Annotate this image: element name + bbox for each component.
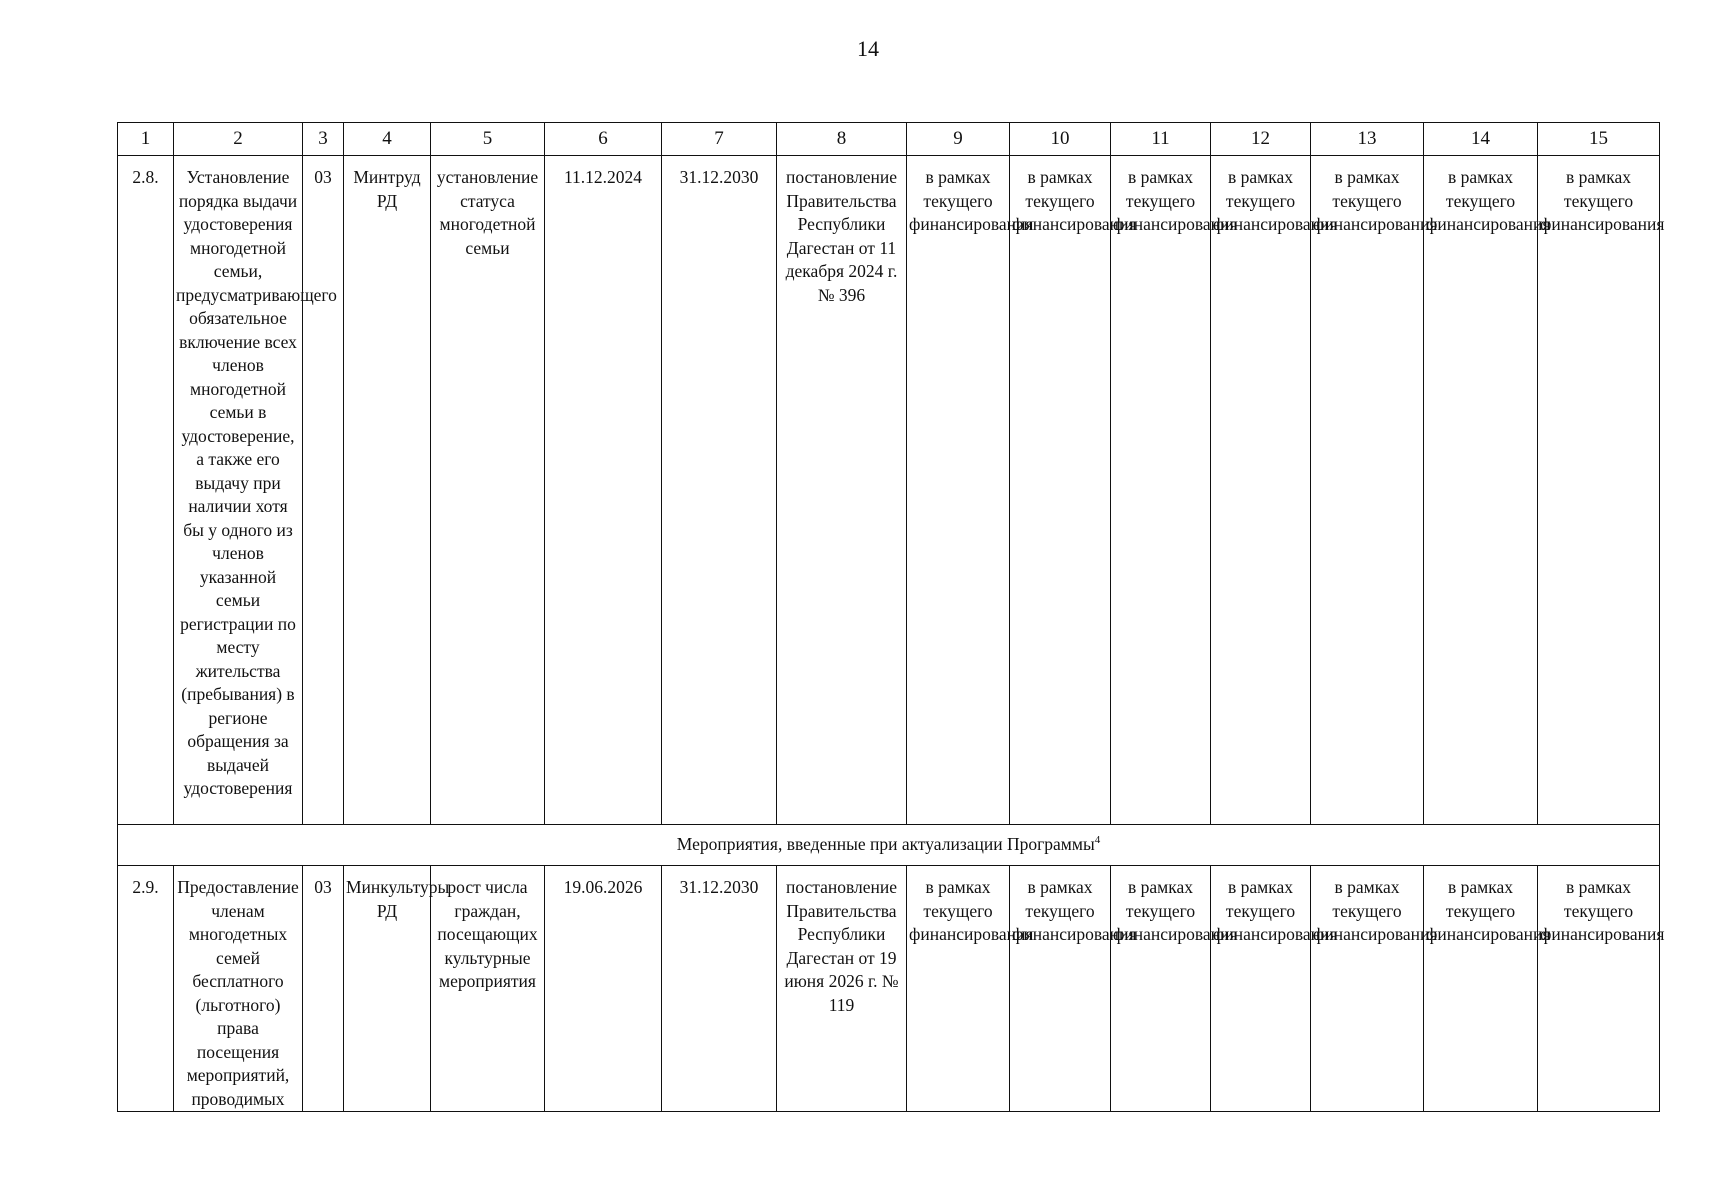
measure-code: 03 xyxy=(303,866,344,1112)
header-cell: 7 xyxy=(662,123,777,156)
header-row xyxy=(118,123,1660,156)
header-cell: 4 xyxy=(344,123,431,156)
table-row xyxy=(118,156,1660,825)
table-row xyxy=(118,866,1660,1112)
measure-executor: Минтруд РД xyxy=(344,156,431,825)
section-title-text: Мероприятия, введенные при актуализации Программы xyxy=(676,834,1095,855)
measure-name: Предоставление членам многодетных семей бесплатного (льготного) права посещения мероприятий, проводимых xyxy=(174,866,303,1112)
measure-end-date: 31.12.2030 xyxy=(662,156,777,825)
header-cell: 5 xyxy=(431,123,545,156)
measure-result: установление статуса многодетной семьи xyxy=(431,156,545,825)
measures-table xyxy=(117,122,1665,1112)
footnote-marker: 4 xyxy=(1094,834,1101,847)
header-cell: 12 xyxy=(1211,123,1311,156)
measure-financing: в рамках текущего финансирования xyxy=(1010,156,1111,825)
measure-end-date: 31.12.2030 xyxy=(662,866,777,1112)
measure-financing: в рамках текущего финансирования xyxy=(1311,156,1424,825)
measure-financing: в рамках текущего финансирования xyxy=(907,156,1010,825)
measure-financing: в рамках текущего финансирования xyxy=(1538,866,1660,1112)
section-title xyxy=(118,825,1660,866)
measure-executor: Минкультуры РД xyxy=(344,866,431,1112)
measure-number: 2.8. xyxy=(118,156,174,825)
header-cell: 13 xyxy=(1311,123,1424,156)
header-cell: 3 xyxy=(303,123,344,156)
measure-start-date: 19.06.2026 xyxy=(545,866,662,1112)
measure-financing: в рамках текущего финансирования xyxy=(1211,156,1311,825)
header-cell: 14 xyxy=(1424,123,1538,156)
header-cell: 8 xyxy=(777,123,907,156)
header-cell: 2 xyxy=(174,123,303,156)
measure-financing: в рамках текущего финансирования xyxy=(1111,866,1211,1112)
measure-document: постановление Правительства Республики Дагестан от 19 июня 2026 г. № 119 xyxy=(777,866,907,1112)
measure-financing: в рамках текущего финансирования xyxy=(1211,866,1311,1112)
measure-financing: в рамках текущего финансирования xyxy=(907,866,1010,1112)
measure-document: постановление Правительства Республики Дагестан от 11 декабря 2024 г. № 396 xyxy=(777,156,907,825)
header-cell: 10 xyxy=(1010,123,1111,156)
page-number: 14 xyxy=(857,36,879,61)
measure-code: 03 xyxy=(303,156,344,825)
measure-start-date: 11.12.2024 xyxy=(545,156,662,825)
measure-financing: в рамках текущего финансирования xyxy=(1311,866,1424,1112)
header-cell: 1 xyxy=(118,123,174,156)
measure-financing: в рамках текущего финансирования xyxy=(1424,156,1538,825)
header-cell: 6 xyxy=(545,123,662,156)
measure-financing: в рамках текущего финансирования xyxy=(1424,866,1538,1112)
section-row xyxy=(118,825,1660,866)
measure-financing: в рамках текущего финансирования xyxy=(1538,156,1660,825)
measure-financing: в рамках текущего финансирования xyxy=(1010,866,1111,1112)
measure-name: Установление порядка выдачи удостоверения многодетной семьи, предусматривающего обязательное включение всех членов многодетной семьи в удостоверение, а также его выдачу при наличии хотя бы у одного из членов указанной семьи регистрации по месту жительства (пребывания) в регионе обращения за выдачей удостоверения xyxy=(174,156,303,825)
header-cell: 11 xyxy=(1111,123,1211,156)
header-cell: 15 xyxy=(1538,123,1660,156)
header-cell: 9 xyxy=(907,123,1010,156)
measure-result: рост числа граждан, посещающих культурные мероприятия xyxy=(431,866,545,1112)
measure-financing: в рамках текущего финансирования xyxy=(1111,156,1211,825)
measure-number: 2.9. xyxy=(118,866,174,1112)
